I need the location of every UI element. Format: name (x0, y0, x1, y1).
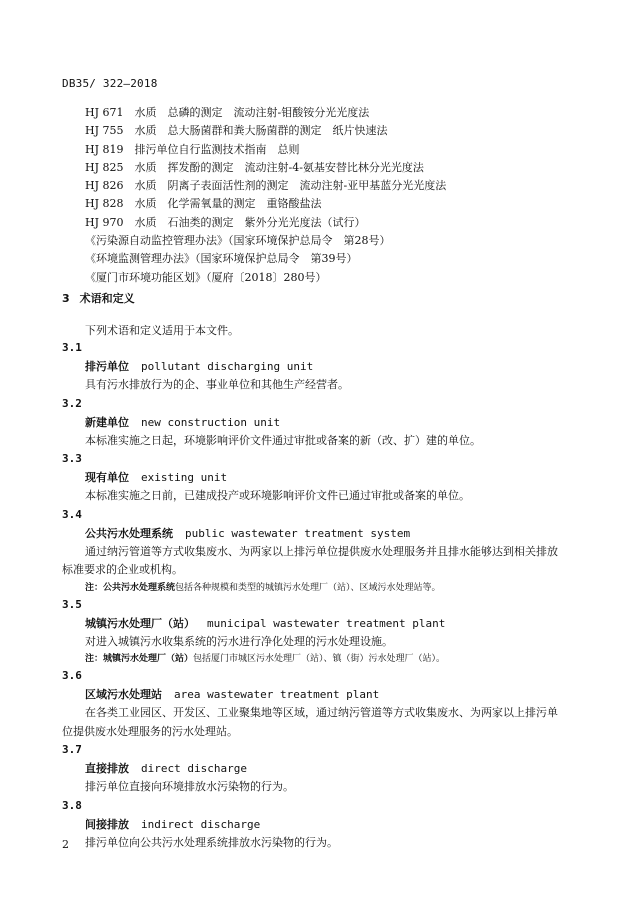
term-number: 3.4 (62, 507, 82, 521)
term-note (62, 580, 582, 596)
term-definition-line: 在各类工业园区、开发区、工业聚集地等区域，通过纳污管道等方式收集废水、为两家以上排污单 (85, 706, 558, 719)
term-name (62, 614, 582, 633)
term-name (62, 815, 582, 834)
term-name-en: new construction unit (141, 415, 281, 429)
reference-item: HJ 671 水质 总磷的测定 流动注射-钼酸铵分光光度法 (85, 106, 370, 119)
term-entry (62, 797, 582, 853)
reference-item: 《厦门市环境功能区划》（厦府〔2018〕280号） (85, 270, 327, 284)
reference-item: 《污染源自动监控管理办法》（国家环境保护总局令 第28号） (85, 234, 391, 248)
term-definition: 具有污水排放行为的企、事业单位和其他生产经营者。 (85, 378, 349, 391)
term-definition-line: 通过纳污管道等方式收集废水、为两家以上排污单位提供废水处理服务并且排水能够达到相关排放 (85, 544, 558, 558)
term-number: 3.7 (62, 743, 82, 756)
page-number: 2 (62, 838, 69, 851)
reference-item: HJ 755 水质 总大肠菌群和粪大肠菌群的测定 纸片快速法 (85, 124, 388, 138)
term-definition: 本标准实施之日前，已建成投产或环境影响评价文件已通过审批或备案的单位。 (85, 489, 470, 502)
term-definition: 对进入城镇污水收集系统的污水进行净化处理的污水处理设施。 (85, 634, 393, 648)
term-name (62, 524, 582, 543)
term-number: 3.1 (62, 341, 82, 354)
term-number: 3.3 (62, 452, 82, 465)
term-name (62, 759, 582, 778)
term-definition-line: 位提供废水处理服务的污水处理站。 (62, 724, 238, 738)
reference-item: HJ 826 水质 阴离子表面活性剂的测定 流动注射-亚甲基蓝分光光度法 (85, 179, 447, 193)
term-name-zh: 间接排放 (85, 817, 129, 831)
terms-list (62, 339, 582, 852)
term-name-en: indirect discharge (141, 817, 261, 831)
term-name-zh: 城镇污水处理厂（站） (85, 616, 195, 630)
term-name-en: public wastewater treatment system (185, 526, 411, 540)
reference-item: HJ 825 水质 挥发酚的测定 流动注射-4-氨基安替比林分光光度法 (85, 160, 424, 174)
document-code: DB35/ 322—2018 (62, 77, 158, 90)
term-name-en: municipal wastewater treatment plant (207, 616, 446, 630)
section-number: 3 (62, 292, 70, 305)
term-number: 3.8 (62, 798, 82, 812)
term-name-zh: 现有单位 (85, 471, 129, 484)
term-note (62, 651, 582, 667)
note-text: 包括各种规模和类型的城镇污水处理厂（站）、区域污水处理站等。 (175, 582, 441, 593)
term-name-zh: 区域污水处理站 (85, 688, 162, 701)
term-name-zh: 公共污水处理系统 (85, 526, 173, 540)
term-entry (62, 450, 582, 506)
term-number: 3.6 (62, 669, 82, 682)
section-intro: 下列术语和定义适用于本文件。 (85, 324, 239, 337)
term-entry (62, 506, 582, 596)
term-definition: 排污单位向公共污水处理系统排放水污染物的行为。 (85, 835, 338, 849)
term-name (62, 357, 582, 376)
term-name-zh: 直接排放 (85, 762, 129, 775)
term-name-zh: 排污单位 (85, 360, 129, 373)
section-title: 术语和定义 (79, 292, 135, 305)
reference-item: HJ 828 水质 化学需氧量的测定 重铬酸盐法 (85, 197, 322, 211)
note-label: 注：城镇污水处理厂（站） (85, 654, 194, 664)
term-number: 3.5 (62, 597, 82, 611)
term-name-en: pollutant discharging unit (141, 360, 314, 373)
term-name-en: existing unit (141, 471, 228, 484)
term-number: 3.2 (62, 396, 82, 410)
term-definition-line: 标准要求的企业或机构。 (62, 563, 183, 576)
term-name-en: area wastewater treatment plant (174, 688, 380, 701)
term-entry (62, 596, 582, 668)
reference-item: 《环境监测管理办法》（国家环境保护总局令 第39号） (85, 252, 358, 266)
reference-item: HJ 970 水质 石油类的测定 紫外分光光度法（试行） (85, 215, 366, 229)
normative-references-list (85, 104, 446, 287)
term-definition: 排污单位直接向环境排放水污染物的行为。 (85, 780, 294, 793)
note-text: 包括厦门市城区污水处理厂（站）、镇（街）污水处理厂（站）。 (193, 654, 446, 664)
term-name-en: direct discharge (141, 762, 247, 775)
reference-item: HJ 819 排污单位自行监测技术指南 总则 (85, 142, 300, 156)
term-entry (62, 395, 582, 451)
term-entry (62, 741, 582, 797)
note-label: 注：公共污水处理系统 (85, 582, 176, 593)
section-heading (62, 290, 135, 306)
term-definition: 本标准实施之日起，环境影响评价文件通过审批或备案的新（改、扩）建的单位。 (85, 433, 481, 447)
term-name (62, 413, 582, 432)
term-name (62, 685, 582, 704)
term-name (62, 468, 582, 487)
term-entry (62, 667, 582, 741)
term-name-zh: 新建单位 (85, 415, 129, 429)
term-entry (62, 339, 582, 395)
